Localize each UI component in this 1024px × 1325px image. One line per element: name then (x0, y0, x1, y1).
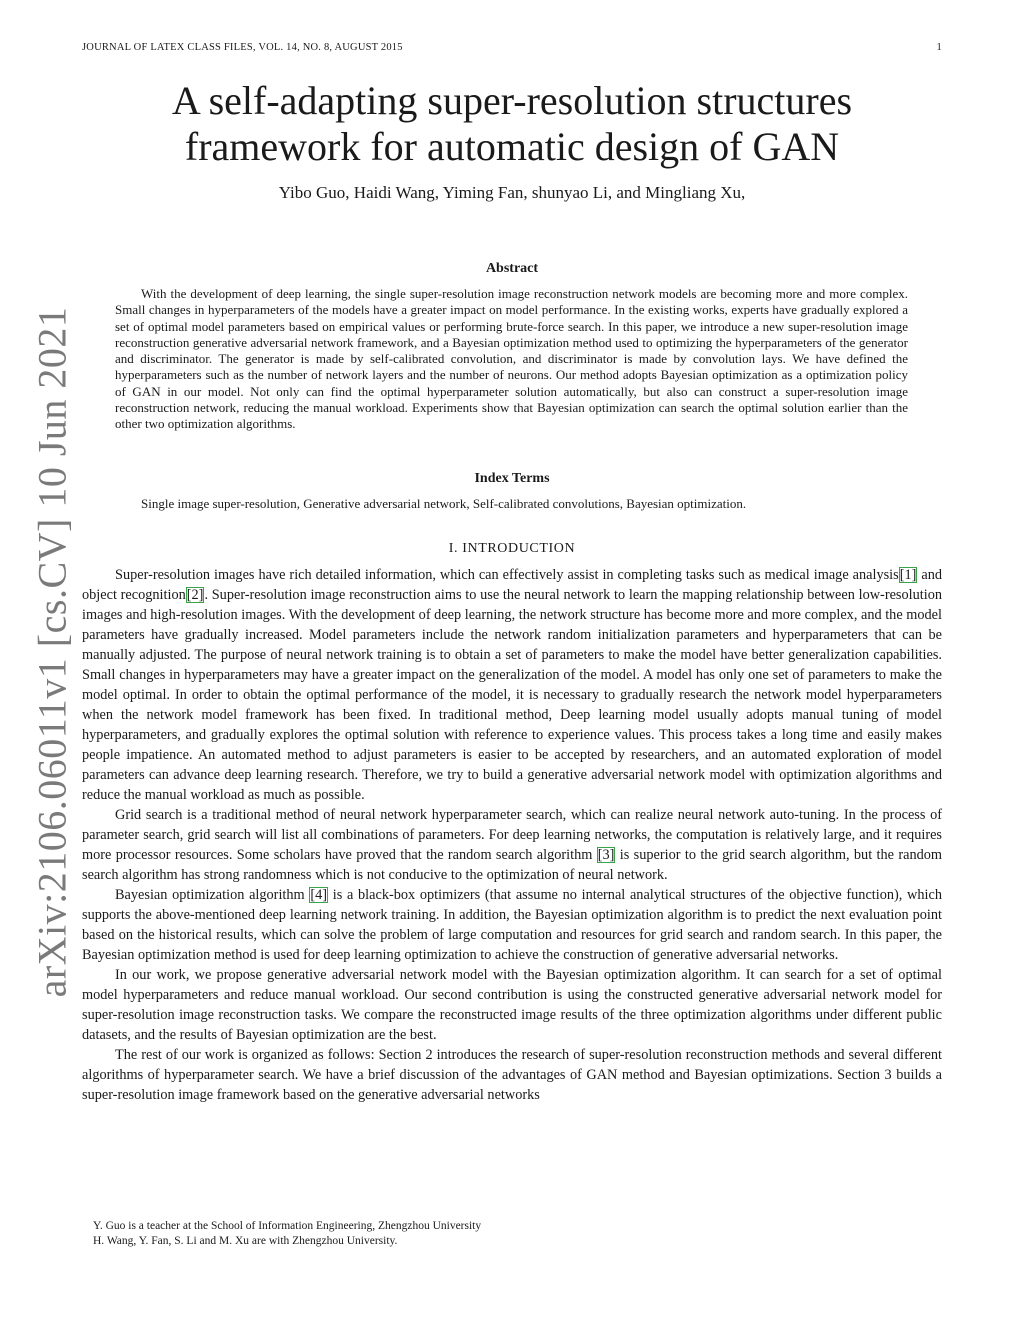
paragraph-text: Grid search is a traditional method of neural network hyperparameter search, which can realize neural network auto-tuning. In the process of parameter search, grid search will list all combinations of parameters. For deep learning networks, the computation is relatively large, and it requires more processor resources. Some scholars have proved that the random search algorithm (82, 807, 942, 863)
paragraph (82, 565, 942, 805)
citation-link[interactable]: [3] (597, 847, 615, 863)
paragraph-text: and object recognition (82, 567, 942, 603)
index-terms-text: Single image super-resolution, Generative adversarial network, Self-calibrated convolutions, Bayesian optimization. (141, 496, 747, 511)
paper-title: A self-adapting super-resolution structures framework for automatic design of GAN (171, 78, 853, 169)
index-terms-heading: Index Terms (474, 471, 550, 486)
footnote-affiliation: H. Wang, Y. Fan, S. Li and M. Xu are with Zhengzhou University. (93, 1235, 398, 1247)
abstract-text: With the development of deep learning, the single super-resolution image reconstruction network models are becoming more and more complex. Small changes in hyperparameters of the models have a greater impact on model performance. In the existing works, experts have gradually explored a set of optimal model parameters based on empirical values or performing brute-force search. In this paper, we introduce a new super-resolution image reconstruction generative adversarial network framework, and a Bayesian optimization method used to optimizing the hyperparameters of the generator and discriminator. The generator is made by self-calibrated convolution, and discriminator is made by convolution lays. We have defined the hyperparameters such as the number of network layers and the number of neurons. Our method adopts Bayesian optimization as a optimization policy of GAN in our model. Not only can find the optimal hyperparameter solution automatically, but also can construct a super-resolution image reconstruction network, reducing the manual workload. Experiments show that Bayesian optimization can search the optimal solution earlier than the other two optimization algorithms. (115, 286, 908, 432)
paragraph-text: Bayesian optimization algorithm (115, 887, 310, 903)
arxiv-identifier-stamp: arXiv:2106.06011v1 [cs.CV] 10 Jun 2021 (29, 306, 75, 998)
section-heading-introduction: I. INTRODUCTION (448, 541, 576, 556)
footnotes (82, 1219, 942, 1249)
paragraph: In our work, we propose generative adversarial network model with the Bayesian optimization algorithm. It can search for a set of optimal model hyperparameters and reduce manual workload. Our second contribution is using the constructed generative adversarial network model for super-resolution image reconstruction tasks. We compare the reconstructed image results of the three optimization algorithms under different public datasets, and the results of Bayesian optimization are the best. (82, 967, 942, 1043)
paragraph-text: is a black-box optimizers (that assume no internal analytical structures of the objective function), which supports the above-mentioned deep learning network training. In addition, the Bayesian optimization algorithm is to predict the next evaluation point based on the historical results, which can solve the problem of large computation and resources for grid search and random search. In this paper, the Bayesian optimization method is used for deep learning optimization to achieve the construction of generative adversarial networks. (82, 887, 942, 963)
citation-link[interactable]: [2] (186, 587, 204, 603)
author-list: Yibo Guo, Haidi Wang, Yiming Fan, shunyao Li, and Mingliang Xu, (278, 183, 746, 202)
running-head (82, 42, 942, 53)
paragraph-text: Super-resolution images have rich detailed information, which can effectively assist in completing tasks such as medical image analysis (115, 567, 899, 583)
citation-link[interactable]: [4] (310, 887, 328, 903)
abstract-heading: Abstract (485, 261, 539, 276)
citation-link[interactable]: [1] (899, 567, 917, 583)
footnote-affiliation: Y. Guo is a teacher at the School of Information Engineering, Zhengzhou University (93, 1220, 482, 1232)
journal-header: JOURNAL OF LATEX CLASS FILES, VOL. 14, NO. 8, AUGUST 2015 (82, 42, 403, 53)
paragraph (82, 885, 942, 965)
paragraph (82, 805, 942, 885)
page-number: 1 (936, 42, 942, 53)
paragraph-text: is superior to the grid search algorithm, but the random search algorithm has strong randomness which is not conducive to the optimization of neural network. (82, 847, 943, 883)
paragraph: The rest of our work is organized as follows: Section 2 introduces the research of super-resolution reconstruction methods and several different algorithms of hyperparameter search. We have a brief discussion of the advantages of GAN method and Bayesian optimizations. Section 3 builds a super-resolution image framework based on the generative adversarial networks (82, 1047, 942, 1103)
introduction-body (82, 565, 942, 1105)
paragraph-text: . Super-resolution image reconstruction aims to use the neural network to learn the mapping relationship between low-resolution images and high-resolution images. With the development of deep learning, the network structure has become more and more complex, and the model parameters have gradually increased. Model parameters include the network random initialization parameters and hyperparameters that can be manually adjusted. The purpose of neural network training is to obtain a set of parameters to make the model have better generalization capabilities. Small changes in hyperparameters may have a greater impact on the generalization of the model. A model has only one set of parameters to make the model optimal. In order to obtain the optimal performance of the model, it is necessary to gradually research the network model hyperparameters when the network model framework has been fixed. In traditional method, Deep learning model usually adopts manual tuning of model hyperparameters, and gradually explores the optimal solution with reference to experience values. This process takes a long time and easily makes people impatience. An automated method to adjust parameters is easier to be accepted by researchers, and an automated exploration of model parameters can advance deep learning research. Therefore, we try to build a generative adversarial network model with optimization algorithms and reduce the manual workload as much as possible. (82, 587, 942, 803)
